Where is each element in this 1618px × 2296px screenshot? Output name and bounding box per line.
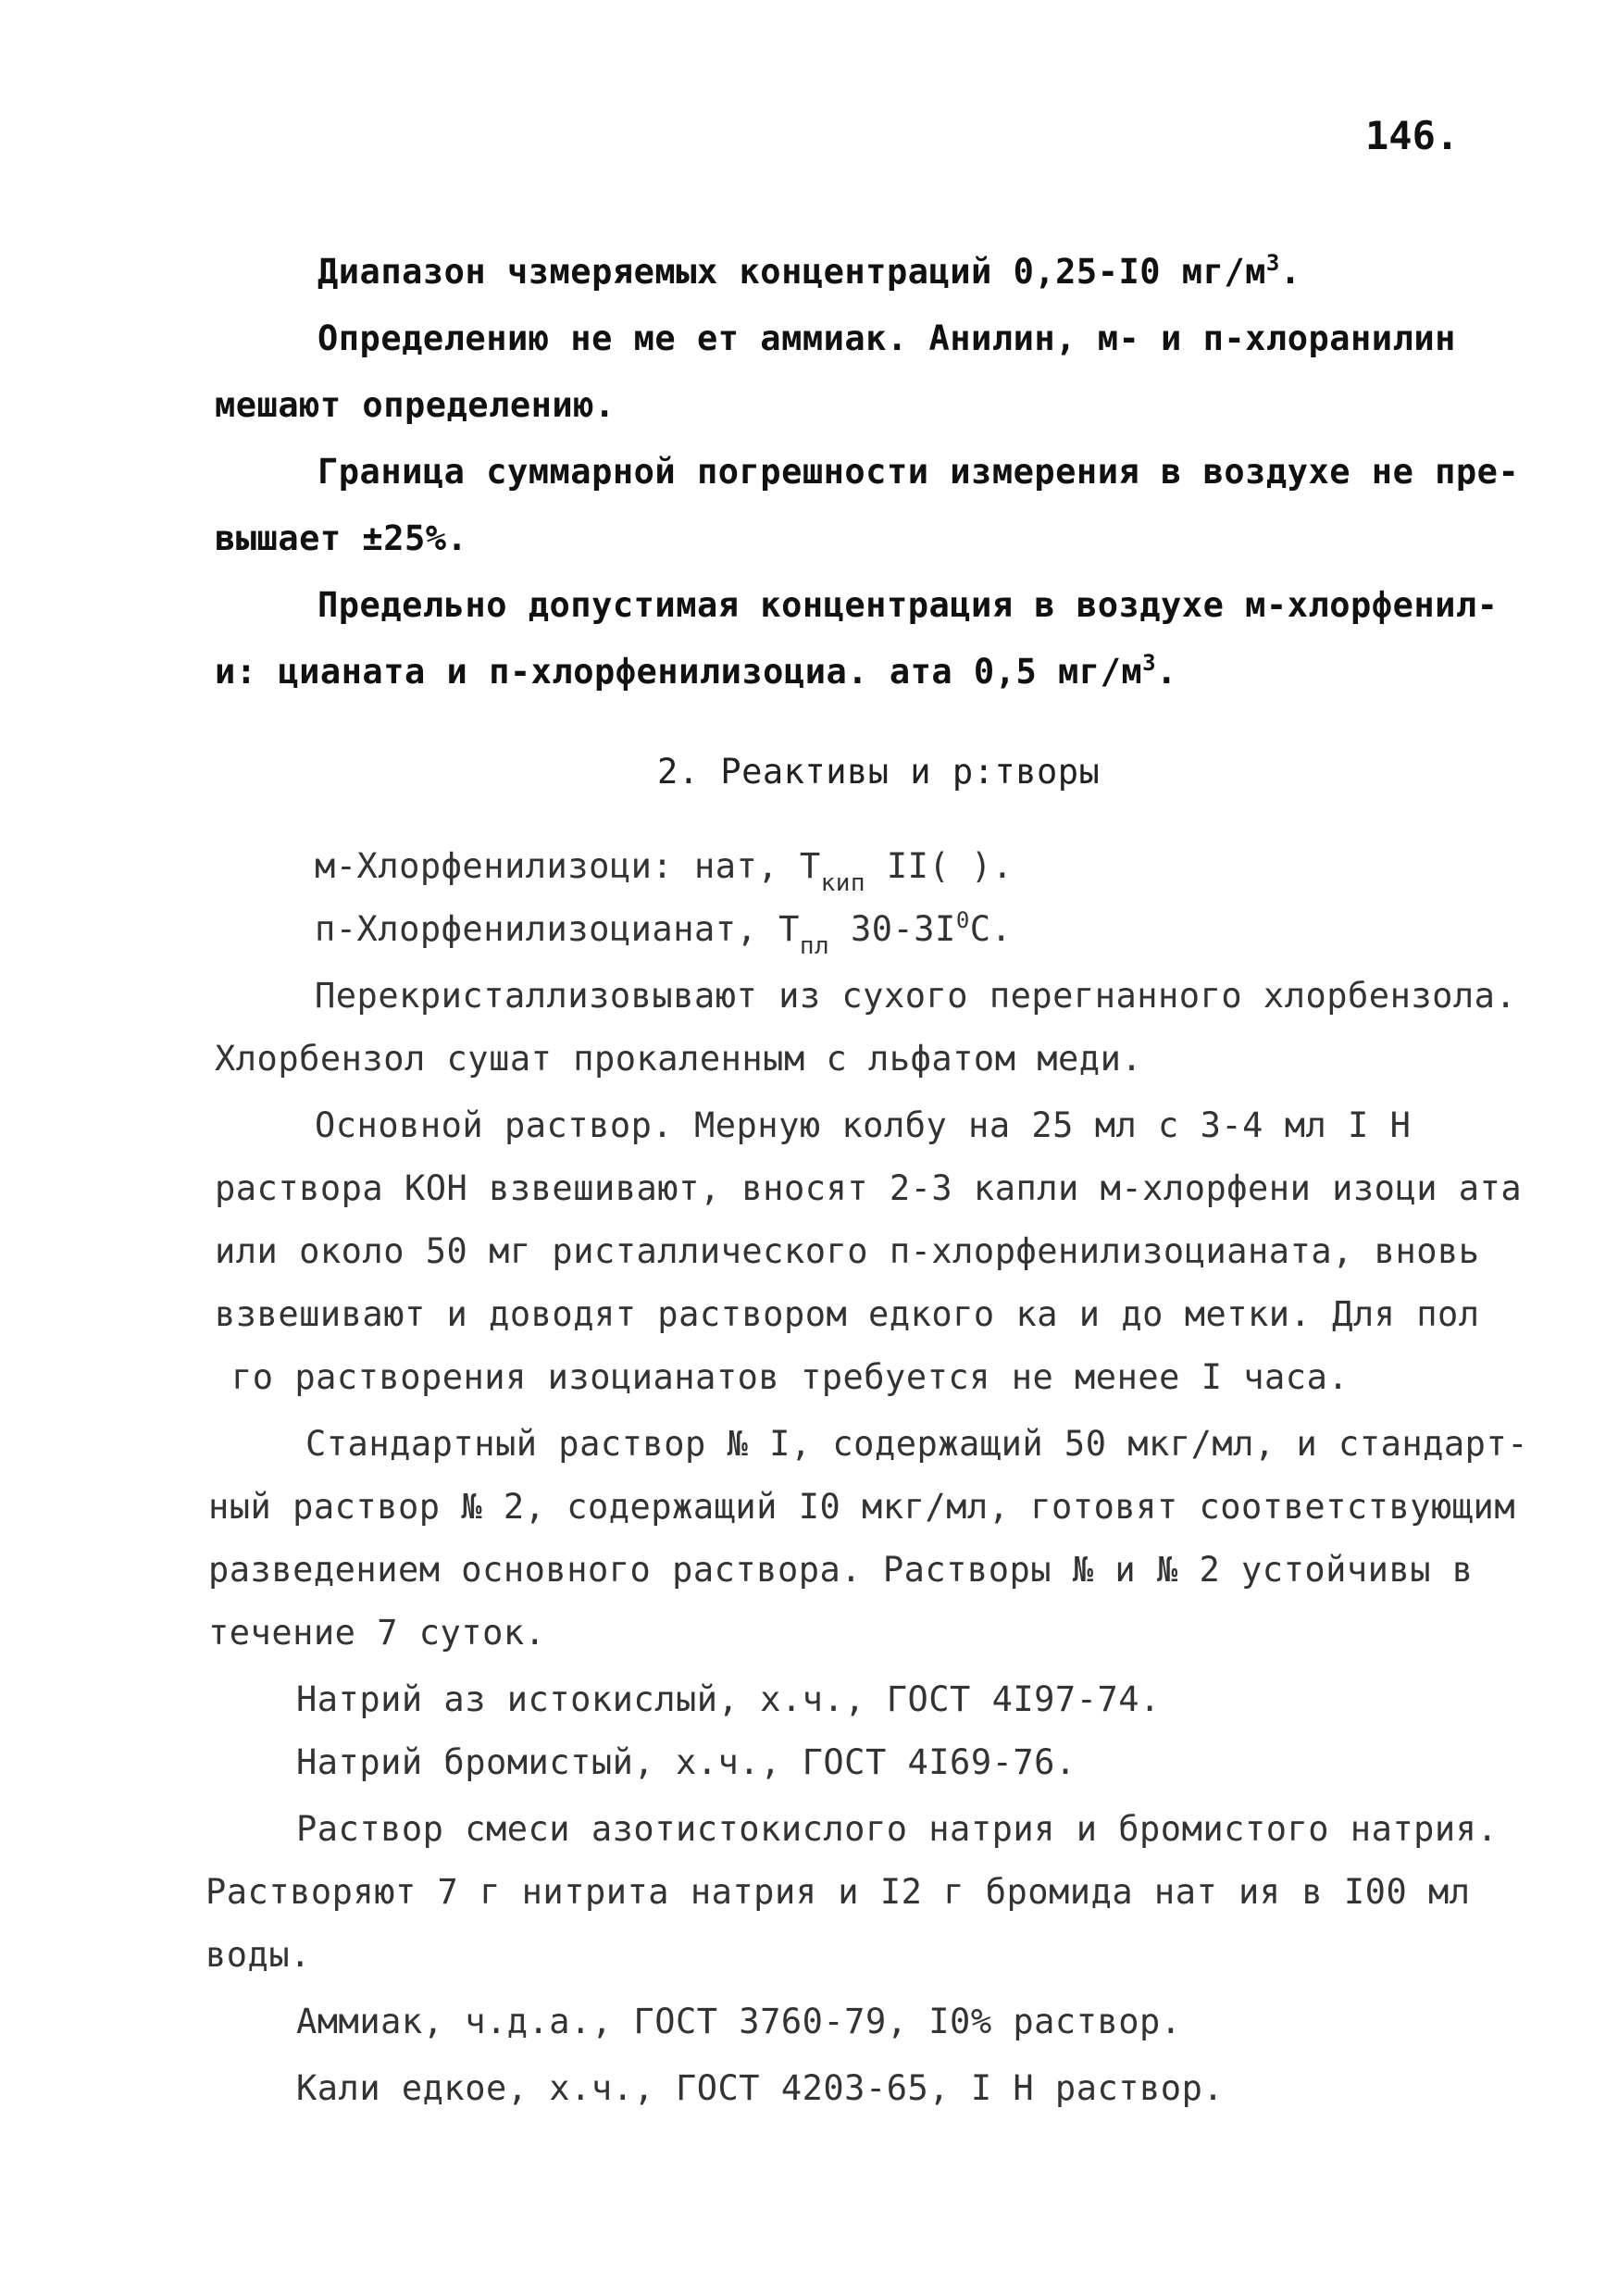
text-line: Хлорбензол сушат прокаленным с льфатом меди. (215, 1039, 1143, 1079)
range-end: . (1279, 252, 1301, 292)
text-line: ный раствор № 2, содержащий I0 мкг/мл, готовят соответствующим (208, 1487, 1516, 1527)
range-text: Диапазон чзмеряемых концентраций 0,25-I0 мг/м (317, 252, 1266, 292)
limit-end: . (1156, 652, 1177, 692)
text-line-limit (215, 652, 1177, 696)
text-line: Натрий аз истокислый, х.ч., ГОСТ 4I97-74. (296, 1679, 1161, 1719)
reagent-value: 30-3I (829, 909, 956, 949)
reagent-name: п-Хлорфенилизоцианат, Т (315, 909, 800, 949)
text-line: го растворения изоцианатов требуется не менее I часа. (231, 1357, 1350, 1397)
reagent-line (315, 846, 1014, 897)
text-line: Стандартный раствор № I, содержащий 50 мкг/мл, и стандарт- (305, 1424, 1529, 1464)
text-line: Аммиак, ч.д.а., ГОСТ 3760-79, I0% раствор. (296, 2002, 1182, 2041)
reagent-unit: С. (969, 909, 1013, 949)
text-line: разведением основного раствора. Растворы № и № 2 устойчивы в (208, 1550, 1474, 1590)
text-line: Кали едкое, х.ч., ГОСТ 4203-65, I Н раствор. (296, 2068, 1225, 2108)
superscript: 0 (955, 907, 970, 933)
text-line: вышает ±25%. (215, 518, 468, 558)
subscript: пл (799, 932, 830, 960)
text-line: Основной раствор. Мерную колбу на 25 мл с 3-4 мл I Н (315, 1105, 1412, 1145)
text-line: Определению не ме ет аммиак. Анилин, м- и п-хлоранилин (317, 318, 1456, 358)
text-line-range (317, 252, 1301, 296)
superscript: 3 (1142, 650, 1157, 676)
superscript: 3 (1265, 250, 1280, 276)
reagent-line (315, 907, 1013, 960)
text-line: Перекристаллизовывают из сухого перегнанного хлорбензола. (315, 976, 1517, 1016)
page-number: 146. (1365, 113, 1460, 158)
text-line: Раствор смеси азотистокислого натрия и бромистого натрия. (296, 1809, 1499, 1849)
text-line: мешают определению. (215, 385, 616, 425)
reagent-value: II( ). (865, 846, 1014, 886)
subscript: кип (820, 869, 866, 897)
text-line: Натрий бромистый, х.ч., ГОСТ 4I69-76. (296, 1742, 1077, 1782)
text-line: Растворяют 7 г нитрита натрия и I2 г бромида нат ия в I00 мл (205, 1872, 1471, 1912)
text-line: или около 50 мг ристаллического п-хлорфенилизоцианата, вновь (215, 1231, 1480, 1271)
text-line: воды. (205, 1935, 311, 1975)
text-line: раствора КОН взвешивают, вносят 2-3 капли м-хлорфени изоци ата (215, 1168, 1523, 1208)
text-line: Граница суммарной погрешности измерения в воздухе не пре- (317, 452, 1520, 492)
text-line: взвешивают и доводят раствором едкого ка и до метки. Для пол (215, 1294, 1480, 1334)
section-heading: 2. Реактивы и р:творы (657, 752, 1101, 792)
limit-text: и: цианата и п-хлорфенилизоциа. ата 0,5 мг/м (215, 652, 1143, 692)
reagent-name: м-Хлорфенилизоци: нат, Т (315, 846, 821, 886)
text-line: Предельно допустимая концентрация в воздухе м-хлорфенил- (317, 585, 1499, 625)
text-line: течение 7 суток. (208, 1613, 546, 1653)
